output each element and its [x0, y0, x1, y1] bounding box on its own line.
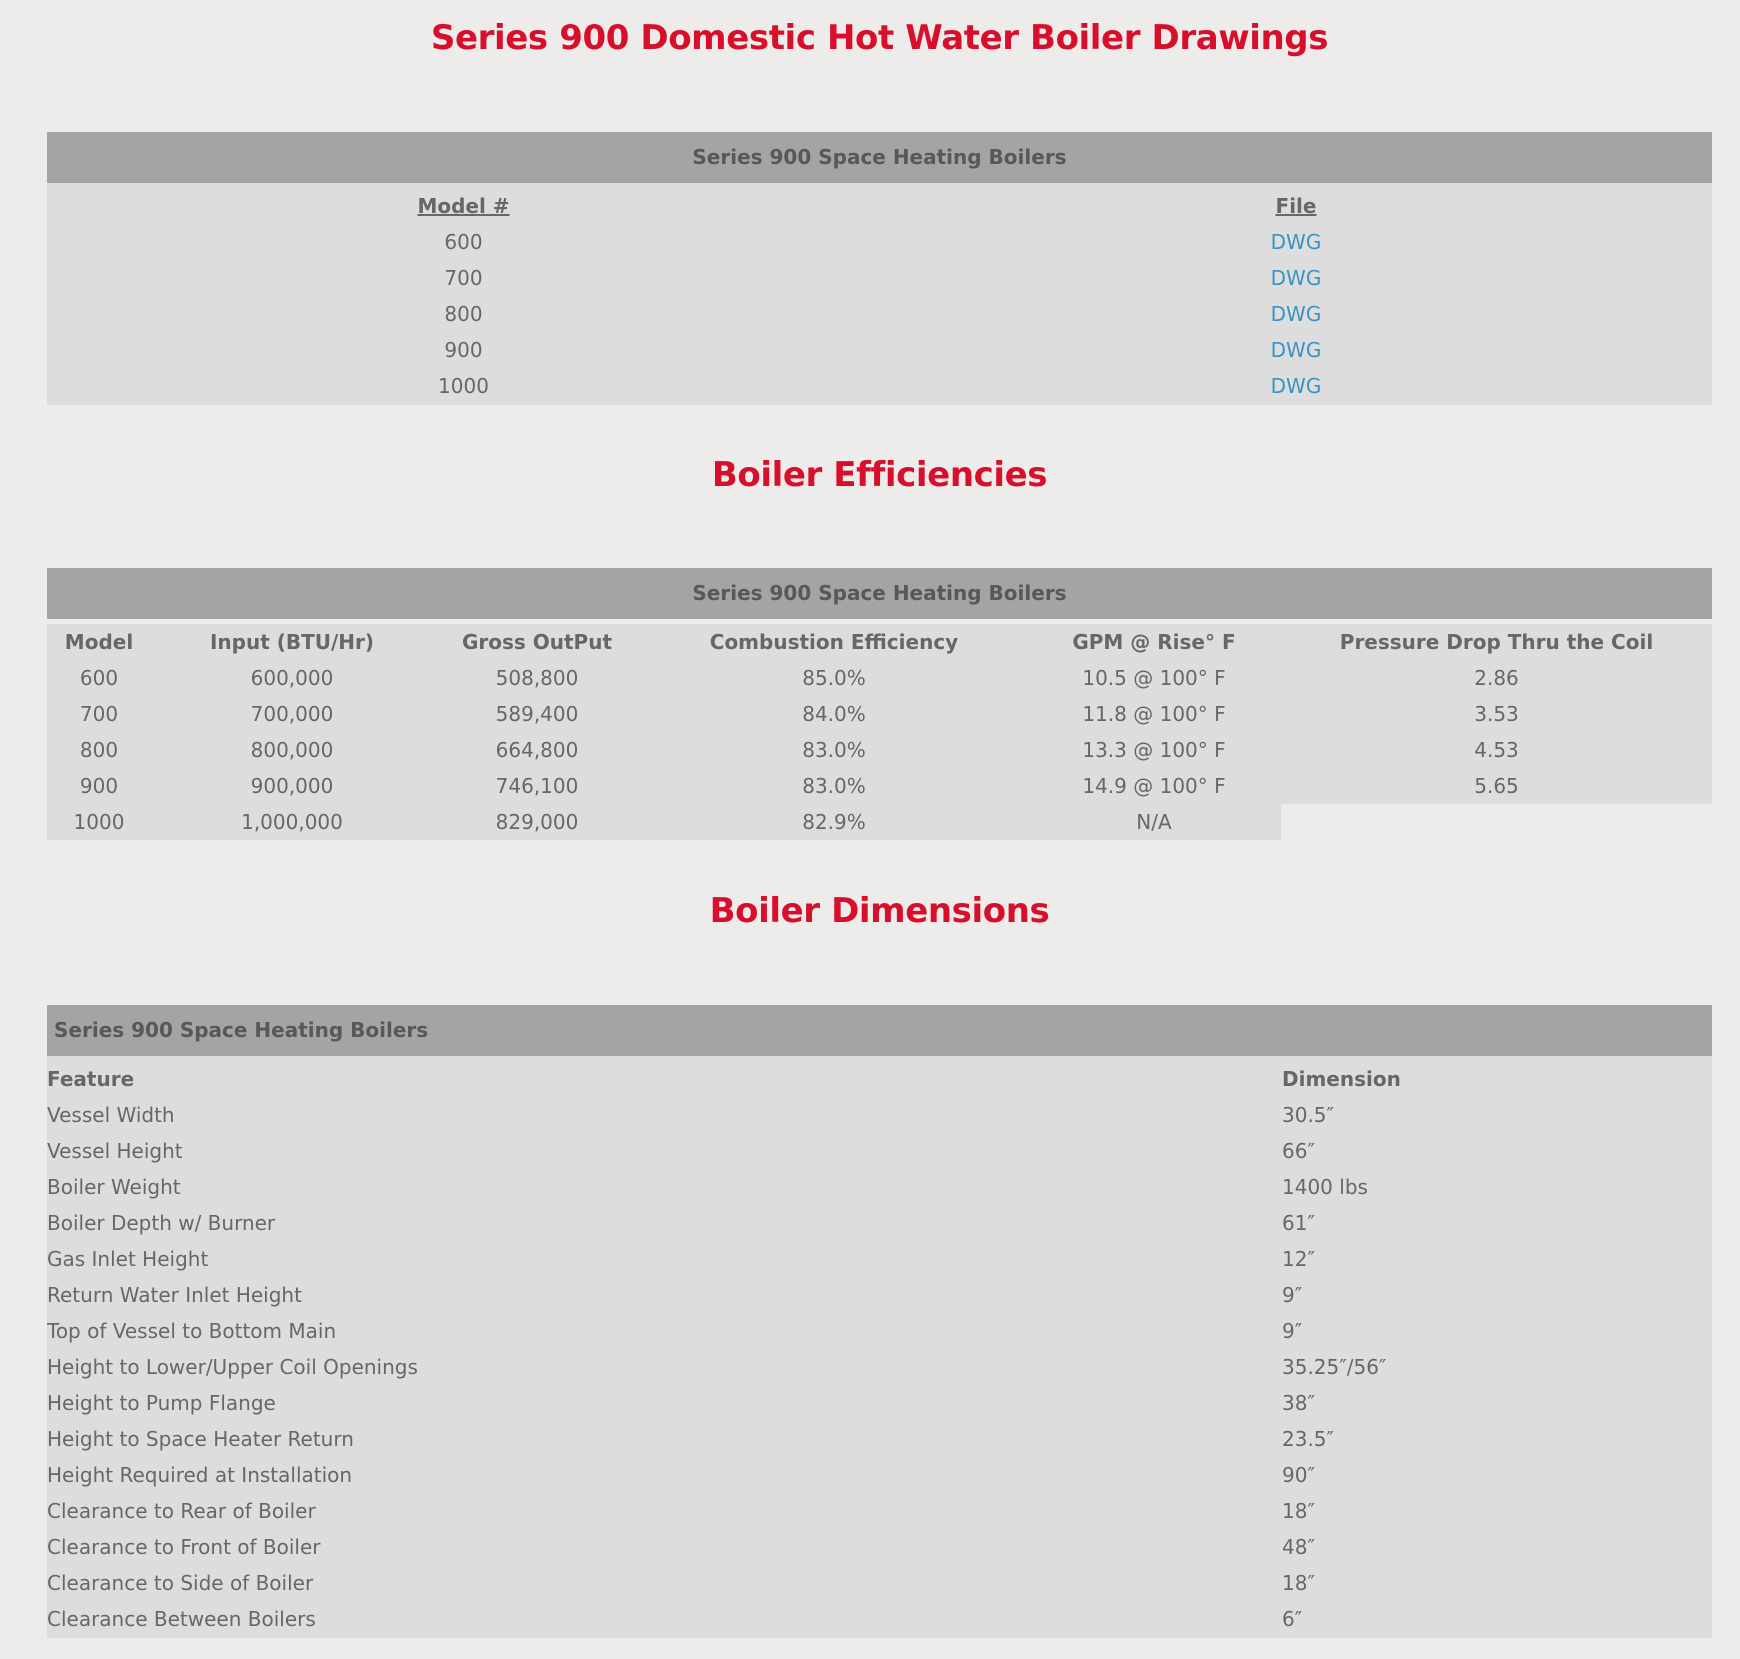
feature-cell: Gas Inlet Height	[47, 1247, 209, 1271]
input-cell: 600,000	[250, 666, 334, 690]
gross-output-cell: 589,400	[495, 702, 579, 726]
dimension-cell: 9″	[1282, 1319, 1303, 1343]
dimensions-table	[47, 1005, 1712, 1638]
table-row	[47, 1241, 1712, 1277]
column-header-input: Input (BTU/Hr)	[209, 630, 375, 654]
gpm-cell: 13.3 @ 100° F	[1082, 738, 1226, 762]
gpm-cell: 10.5 @ 100° F	[1082, 666, 1226, 690]
table-row	[47, 1385, 1712, 1421]
efficiencies-table-title: Series 900 Space Heating Boilers	[47, 568, 1712, 619]
dimension-cell: 12″	[1282, 1247, 1315, 1271]
model-cell: 700	[79, 702, 119, 726]
model-cell: 800	[79, 738, 119, 762]
table-row	[47, 332, 1712, 368]
dimension-cell: 6″	[1282, 1607, 1303, 1631]
column-header-feature: Feature	[47, 1067, 135, 1091]
efficiencies-table	[47, 568, 1712, 840]
feature-cell: Clearance Between Boilers	[47, 1607, 316, 1631]
column-header-model: Model #	[417, 194, 510, 218]
drawings-table-title: Series 900 Space Heating Boilers	[47, 132, 1712, 183]
feature-cell: Boiler Depth w/ Burner	[47, 1211, 276, 1235]
dimension-cell: 1400 lbs	[1282, 1175, 1368, 1199]
dimension-cell: 30.5″	[1282, 1103, 1335, 1127]
model-cell: 900	[444, 338, 483, 362]
dwg-download-link[interactable]: DWG	[1270, 266, 1322, 290]
feature-cell: Height to Pump Flange	[47, 1391, 276, 1415]
table-row	[47, 1493, 1712, 1529]
dimension-cell: 90″	[1282, 1463, 1315, 1487]
dwg-download-link[interactable]: DWG	[1270, 338, 1322, 362]
column-header-gross-output: Gross OutPut	[461, 630, 613, 654]
model-cell: 800	[444, 302, 483, 326]
gpm-cell: 14.9 @ 100° F	[1082, 774, 1226, 798]
table-row	[47, 804, 1712, 840]
input-cell: 1,000,000	[241, 810, 343, 834]
column-header-combustion-efficiency: Combustion Efficiency	[709, 630, 959, 654]
feature-cell: Clearance to Side of Boiler	[47, 1571, 314, 1595]
table-row	[47, 1529, 1712, 1565]
table-row	[47, 1277, 1712, 1313]
efficiency-cell: 84.0%	[802, 702, 866, 726]
table-row	[47, 768, 1712, 804]
column-header-gpm-rise: GPM @ Rise° F	[1072, 630, 1236, 654]
gross-output-cell: 829,000	[495, 810, 579, 834]
gross-output-cell: 664,800	[495, 738, 579, 762]
dimension-cell: 66″	[1282, 1139, 1315, 1163]
table-row	[47, 696, 1712, 732]
efficiency-cell: 85.0%	[802, 666, 866, 690]
model-cell: 1000	[73, 810, 125, 834]
dimension-cell: 23.5″	[1282, 1427, 1335, 1451]
feature-cell: Clearance to Front of Boiler	[47, 1535, 321, 1559]
table-row	[47, 660, 1712, 696]
drawings-header-row	[47, 188, 1712, 224]
feature-cell: Height to Lower/Upper Coil Openings	[47, 1355, 418, 1379]
feature-cell: Height Required at Installation	[47, 1463, 353, 1487]
dwg-download-link[interactable]: DWG	[1270, 302, 1322, 326]
table-row	[47, 1457, 1712, 1493]
pressure-drop-cell-empty	[1281, 804, 1712, 840]
table-row	[47, 1313, 1712, 1349]
feature-cell: Boiler Weight	[47, 1175, 181, 1199]
efficiency-cell: 83.0%	[802, 774, 866, 798]
dimension-cell: 9″	[1282, 1283, 1303, 1307]
column-header-file: File	[1275, 194, 1317, 218]
table-row	[47, 260, 1712, 296]
column-header-pressure-drop: Pressure Drop Thru the Coil	[1339, 630, 1654, 654]
feature-cell: Vessel Width	[47, 1103, 175, 1127]
table-row	[47, 1169, 1712, 1205]
input-cell: 800,000	[250, 738, 334, 762]
model-cell: 700	[444, 266, 483, 290]
dimension-cell: 61″	[1282, 1211, 1315, 1235]
dimensions-table-title: Series 900 Space Heating Boilers	[47, 1005, 1712, 1056]
feature-cell: Return Water Inlet Height	[47, 1283, 302, 1307]
input-cell: 900,000	[250, 774, 334, 798]
dwg-download-link[interactable]: DWG	[1270, 230, 1322, 254]
model-cell: 1000	[438, 374, 489, 398]
model-cell: 900	[79, 774, 119, 798]
model-cell: 600	[444, 230, 483, 254]
feature-cell: Height to Space Heater Return	[47, 1427, 354, 1451]
efficiencies-heading: Boiler Efficiencies	[711, 455, 1048, 495]
table-row	[47, 296, 1712, 332]
dimension-cell: 35.25″/56″	[1282, 1355, 1387, 1379]
table-row	[47, 224, 1712, 260]
feature-cell: Clearance to Rear of Boiler	[47, 1499, 316, 1523]
table-row	[47, 1421, 1712, 1457]
table-row	[47, 1133, 1712, 1169]
pressure-drop-cell: 5.65	[1474, 774, 1519, 798]
table-row	[47, 368, 1712, 404]
feature-cell: Top of Vessel to Bottom Main	[47, 1319, 337, 1343]
input-cell: 700,000	[250, 702, 334, 726]
table-row	[47, 1205, 1712, 1241]
drawings-heading: Series 900 Domestic Hot Water Boiler Drawings	[430, 18, 1329, 58]
feature-cell: Vessel Height	[47, 1139, 183, 1163]
table-row	[47, 1349, 1712, 1385]
efficiency-cell: 83.0%	[802, 738, 866, 762]
dimension-cell: 18″	[1282, 1499, 1315, 1523]
table-row	[47, 732, 1712, 768]
pressure-drop-cell: 4.53	[1474, 738, 1519, 762]
table-row	[47, 1601, 1712, 1637]
dimensions-heading: Boiler Dimensions	[709, 891, 1050, 931]
dwg-download-link[interactable]: DWG	[1270, 374, 1322, 398]
table-row	[47, 1097, 1712, 1133]
pressure-drop-cell: 3.53	[1474, 702, 1519, 726]
dimensions-header-row	[47, 1061, 1712, 1097]
efficiencies-header-row	[47, 624, 1712, 660]
pressure-drop-cell: 2.86	[1474, 666, 1519, 690]
dimension-cell: 48″	[1282, 1535, 1315, 1559]
gpm-cell: 11.8 @ 100° F	[1082, 702, 1226, 726]
gross-output-cell: 508,800	[495, 666, 579, 690]
dimension-cell: 18″	[1282, 1571, 1315, 1595]
drawings-table	[47, 132, 1712, 405]
table-row	[47, 1565, 1712, 1601]
gross-output-cell: 746,100	[495, 774, 579, 798]
column-header-dimension: Dimension	[1282, 1067, 1401, 1091]
model-cell: 600	[79, 666, 119, 690]
dimension-cell: 38″	[1282, 1391, 1315, 1415]
gpm-cell: N/A	[1136, 810, 1172, 834]
efficiency-cell: 82.9%	[802, 810, 866, 834]
column-header-model: Model	[64, 630, 134, 654]
